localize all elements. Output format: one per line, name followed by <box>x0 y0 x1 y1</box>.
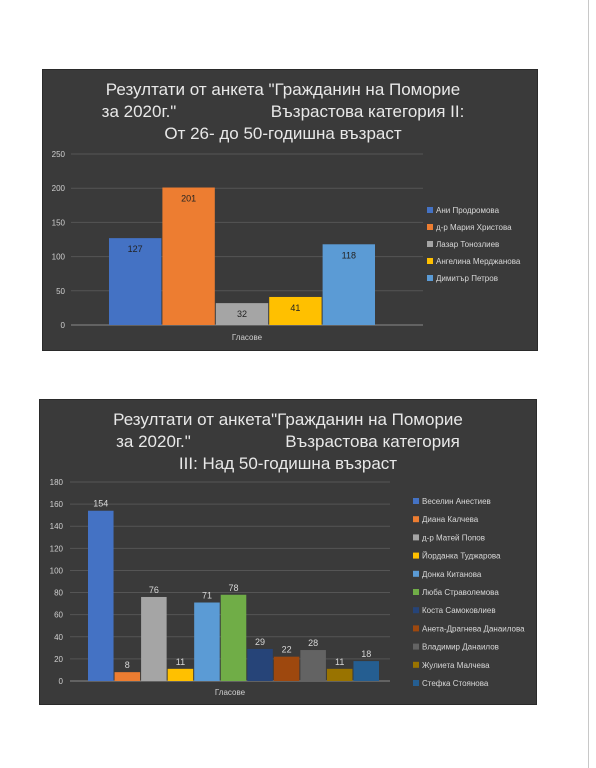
legend-entry: Ангелина Мерджанова <box>436 257 521 266</box>
bar-3 <box>141 597 167 681</box>
x-axis-label: Гласове <box>231 333 263 342</box>
bar-7 <box>247 649 273 681</box>
bar-2 <box>115 672 141 681</box>
legend-swatch <box>413 516 419 522</box>
legend-entry: Коста Самоковлиев <box>422 606 496 616</box>
bar-2 <box>162 188 214 325</box>
data-label: 118 <box>341 250 356 261</box>
y-tick-label: 180 <box>49 478 63 487</box>
legend-entry: Донка Китанова <box>422 569 482 579</box>
x-axis-label: Гласове <box>214 688 246 697</box>
y-tick-label: 0 <box>58 677 63 686</box>
data-label: 22 <box>281 644 292 655</box>
legend-swatch <box>413 662 419 668</box>
page-edge-line <box>588 0 589 768</box>
bar-4 <box>168 669 194 681</box>
data-label: 11 <box>175 656 186 667</box>
data-label: 28 <box>308 638 319 649</box>
data-label: 76 <box>148 584 159 595</box>
bar-9 <box>300 650 326 681</box>
legend-swatch <box>427 207 433 213</box>
bar-6 <box>221 595 247 681</box>
bar-11 <box>353 661 379 681</box>
data-label: 18 <box>361 649 372 660</box>
y-tick-label: 0 <box>60 321 65 330</box>
legend-swatch <box>413 607 419 613</box>
legend-swatch <box>413 625 419 631</box>
data-label: 29 <box>255 636 266 647</box>
legend-swatch <box>427 241 433 247</box>
chart-title-line: за 2020г." Възрастова категория <box>116 432 460 451</box>
y-tick-label: 200 <box>51 184 65 194</box>
legend-swatch <box>427 258 433 264</box>
data-label: 201 <box>181 193 197 204</box>
chart-title-line: за 2020г." Възрастова категория II: <box>101 102 465 121</box>
legend-swatch <box>413 498 419 504</box>
legend-entry: Лазар Тонозлиев <box>436 240 500 249</box>
y-tick-label: 40 <box>54 632 63 642</box>
legend-entry: Анета-Драгнева Данаилова <box>422 624 525 634</box>
legend-swatch <box>413 534 419 540</box>
legend-swatch <box>413 553 419 559</box>
legend-entry: Ани Продромова <box>436 206 500 215</box>
chart-age-over-50 <box>40 400 536 704</box>
legend-entry: Диана Калчева <box>422 515 479 525</box>
y-tick-label: 60 <box>54 610 63 620</box>
data-label: 32 <box>236 309 248 320</box>
data-label: 41 <box>290 302 301 313</box>
legend-swatch <box>413 680 419 686</box>
chart-title-line: Резултати от анкета"Гражданин на Поморие <box>113 410 463 429</box>
legend-swatch <box>427 224 433 230</box>
chart-title-line: Резултати от анкета "Гражданин на Поморие <box>105 80 461 99</box>
data-label: 78 <box>228 582 239 593</box>
legend-entry: Люба Страволемова <box>422 588 499 597</box>
y-tick-label: 80 <box>54 588 63 598</box>
data-label: 11 <box>335 656 345 667</box>
y-tick-label: 250 <box>51 150 65 159</box>
chart-age-26-50-svg <box>43 70 537 350</box>
legend-entry: Димитър Петров <box>436 274 498 283</box>
chart-age-26-50 <box>43 70 537 350</box>
legend-entry: Жулиета Малчева <box>422 660 490 670</box>
chart-age-over-50-svg <box>40 400 536 704</box>
bar-5 <box>194 603 220 681</box>
y-tick-label: 50 <box>56 286 65 296</box>
y-tick-label: 100 <box>49 566 63 576</box>
legend-swatch <box>413 589 419 595</box>
chart-title-line: От 26- до 50-годишна възраст <box>164 124 402 143</box>
legend-swatch <box>413 571 419 577</box>
bar-10 <box>327 669 353 681</box>
y-tick-label: 120 <box>49 544 63 554</box>
y-tick-label: 20 <box>54 654 63 664</box>
legend-entry: д-р Мария Христова <box>436 223 512 232</box>
y-tick-label: 140 <box>49 522 63 532</box>
legend-entry: Веселин Анестиев <box>422 497 491 506</box>
legend-entry: д-р Матей Попов <box>422 533 485 543</box>
bar-8 <box>274 657 300 681</box>
bar-1 <box>88 511 114 681</box>
legend-entry: Владимир Данаилов <box>422 642 499 652</box>
y-tick-label: 100 <box>51 252 65 262</box>
y-tick-label: 150 <box>51 218 65 228</box>
data-label: 154 <box>93 498 109 509</box>
y-tick-label: 160 <box>49 500 63 510</box>
legend-swatch <box>413 644 419 650</box>
legend-entry: Йорданка Туджарова <box>422 551 501 561</box>
chart-title-line: III: Над 50-годишна възраст <box>178 454 398 473</box>
data-label: 127 <box>127 244 143 255</box>
data-label: 8 <box>124 660 130 671</box>
data-label: 71 <box>201 590 212 601</box>
legend-entry: Стефка Стоянова <box>422 679 489 688</box>
legend-swatch <box>427 275 433 281</box>
